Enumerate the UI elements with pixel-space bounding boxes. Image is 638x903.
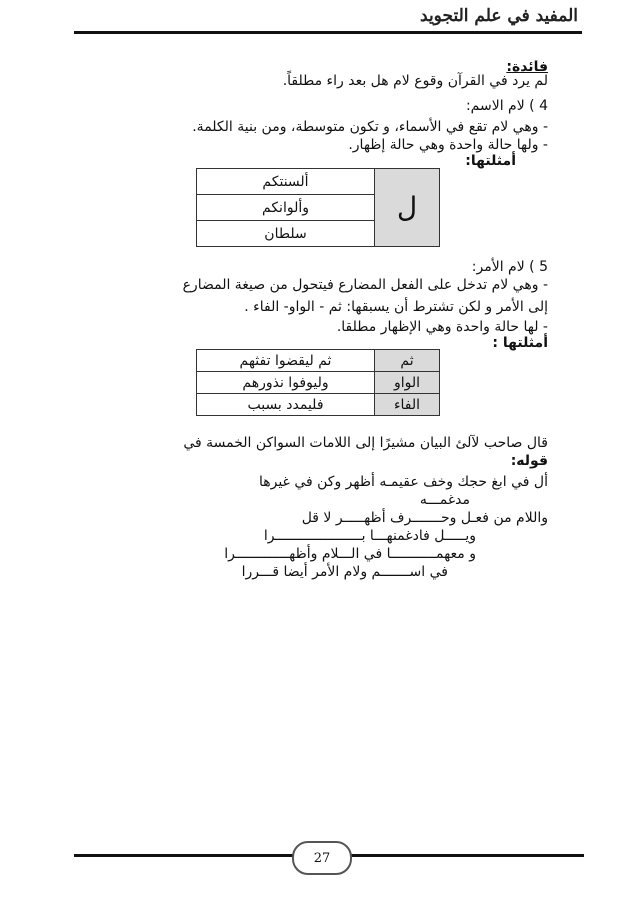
section5-line-2: إلى الأمر و لكن تشترط أن يسبقها: ثم - الواو- الفاء . (244, 299, 548, 315)
lam-letter-cell: ل (375, 169, 440, 247)
poem-line-2: واللام من فعـل وحـــــــرف أظهـــــر لا قل (301, 510, 548, 526)
section5-bullet-2: - لها حالة واحدة وهي الإظهار مطلقا. (336, 319, 548, 335)
section5-examples-heading: أمثلتها : (492, 335, 548, 351)
section4-bullet-1: - وهي لام تقع في الأسماء، و تكون متوسطة، ومن بنية الكلمة. (192, 119, 548, 135)
header-rule (74, 31, 582, 34)
poem-line-4: و معهمـــــــــــا في الـــلام وأظهـــــــــــــرا (224, 546, 476, 562)
poem-intro-2: قوله: (510, 453, 548, 469)
page-header-title: المفيد في علم التجويد (420, 6, 578, 26)
benefit-text: لم يرد في القرآن وقوع لام هل بعد راء مطلقاً. (282, 73, 548, 89)
poem-line-3: ويـــــل فادغمنهـــا بـــــــــــــــــــــرا (263, 528, 476, 544)
poem-line-1: أل في ابغ حجك وخف عقيمـه أظهر وكن في غيرها (258, 474, 548, 490)
table-cell-label: الواو (375, 372, 440, 394)
lam-amr-examples-table (196, 349, 440, 416)
table-cell: فليمدد بسبب (197, 394, 375, 416)
poem-intro: قال صاحب لآلئ البيان مشيرًا إلى اللامات السواكن الخمسة في (183, 435, 548, 451)
section5-title: 5 ) لام الأمر: (471, 259, 548, 275)
table-cell: ألسنتكم (197, 169, 375, 195)
footer-rule-left (74, 854, 294, 857)
table-cell: وليوفوا نذورهم (197, 372, 375, 394)
section4-examples-heading: أمثلتها: (465, 153, 516, 169)
poem-line-5: في اســـــــم ولام الأمر أيضا قـــررا (241, 564, 448, 580)
section5-bullet-1: - وهي لام تدخل على الفعل المضارع فيتحول من صيغة المضارع (182, 277, 548, 293)
table-cell-label: ثم (375, 350, 440, 372)
table-cell: ثم ليقضوا تفثهم (197, 350, 375, 372)
table-cell: سلطان (197, 221, 375, 247)
benefit-heading: فائدة: (506, 59, 548, 75)
section4-bullet-2: - ولها حالة واحدة وهي حالة إظهار. (348, 137, 548, 153)
table-cell-label: الفاء (375, 394, 440, 416)
table-cell: وألوانكم (197, 195, 375, 221)
page-number-badge (292, 841, 352, 875)
poem-line-1b: مدغمـــه (419, 492, 470, 508)
lam-ism-examples-table (196, 168, 440, 247)
page-number: 27 (313, 850, 331, 866)
section4-title: 4 ) لام الاسم: (465, 98, 548, 114)
footer-rule-right (346, 854, 584, 857)
